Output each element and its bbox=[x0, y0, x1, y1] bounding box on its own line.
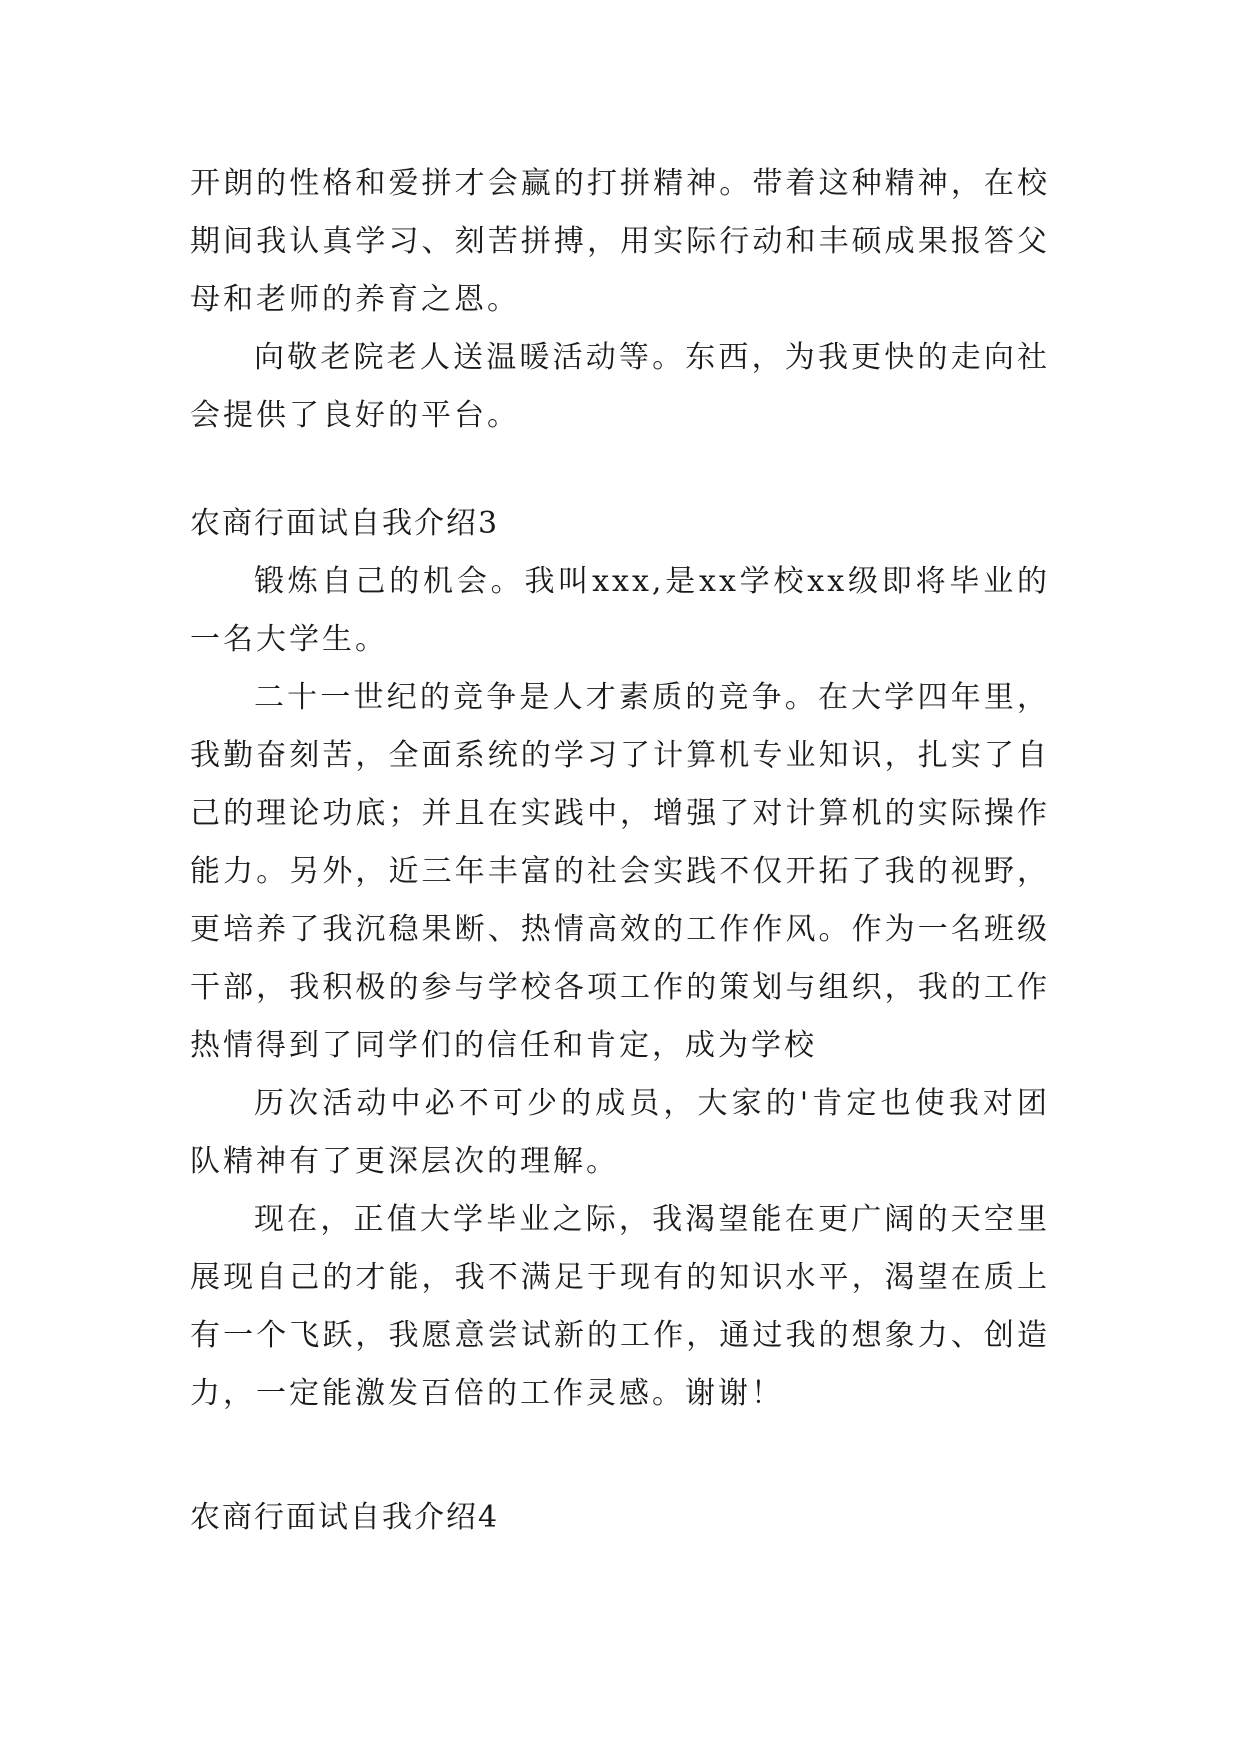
paragraph: 锻炼自己的机会。我叫xxx,是xx学校xx级即将毕业的一名大学生。 bbox=[190, 564, 1050, 657]
paragraph: 历次活动中必不可少的成员，大家的'肯定也使我对团队精神有了更深层次的理解。 bbox=[190, 1086, 1050, 1179]
paragraph: 现在，正值大学毕业之际，我渴望能在更广阔的天空里展现自己的才能，我不满足于现有的知识水平，渴望在质上有一个飞跃，我愿意尝试新的工作，通过我的想象力、创造力，一定能激发百倍的工作灵感。谢谢！ bbox=[190, 1202, 1050, 1411]
document-page bbox=[190, 155, 1050, 1547]
paragraph: 开朗的性格和爱拼才会赢的打拼精神。带着这种精神，在校期间我认真学习、刻苦拼搏，用实际行动和丰硕成果报答父母和老师的养育之恩。 bbox=[190, 166, 1050, 317]
paragraph: 二十一世纪的竞争是人才素质的竞争。在大学四年里，我勤奋刻苦，全面系统的学习了计算机专业知识，扎实了自己的理论功底；并且在实践中，增强了对计算机的实际操作能力。另外，近三年丰富的社会实践不仅开拓了我的视野，更培养了我沉稳果断、热情高效的工作作风。作为一名班级干部，我积极的参与学校各项工作的策划与组织，我的工作热情得到了同学们的信任和肯定，成为学校 bbox=[190, 680, 1050, 1063]
paragraph: 向敬老院老人送温暖活动等。东西，为我更快的走向社会提供了良好的平台。 bbox=[190, 340, 1050, 433]
section-heading: 农商行面试自我介绍3 bbox=[190, 506, 500, 541]
section-heading: 农商行面试自我介绍4 bbox=[190, 1500, 500, 1535]
